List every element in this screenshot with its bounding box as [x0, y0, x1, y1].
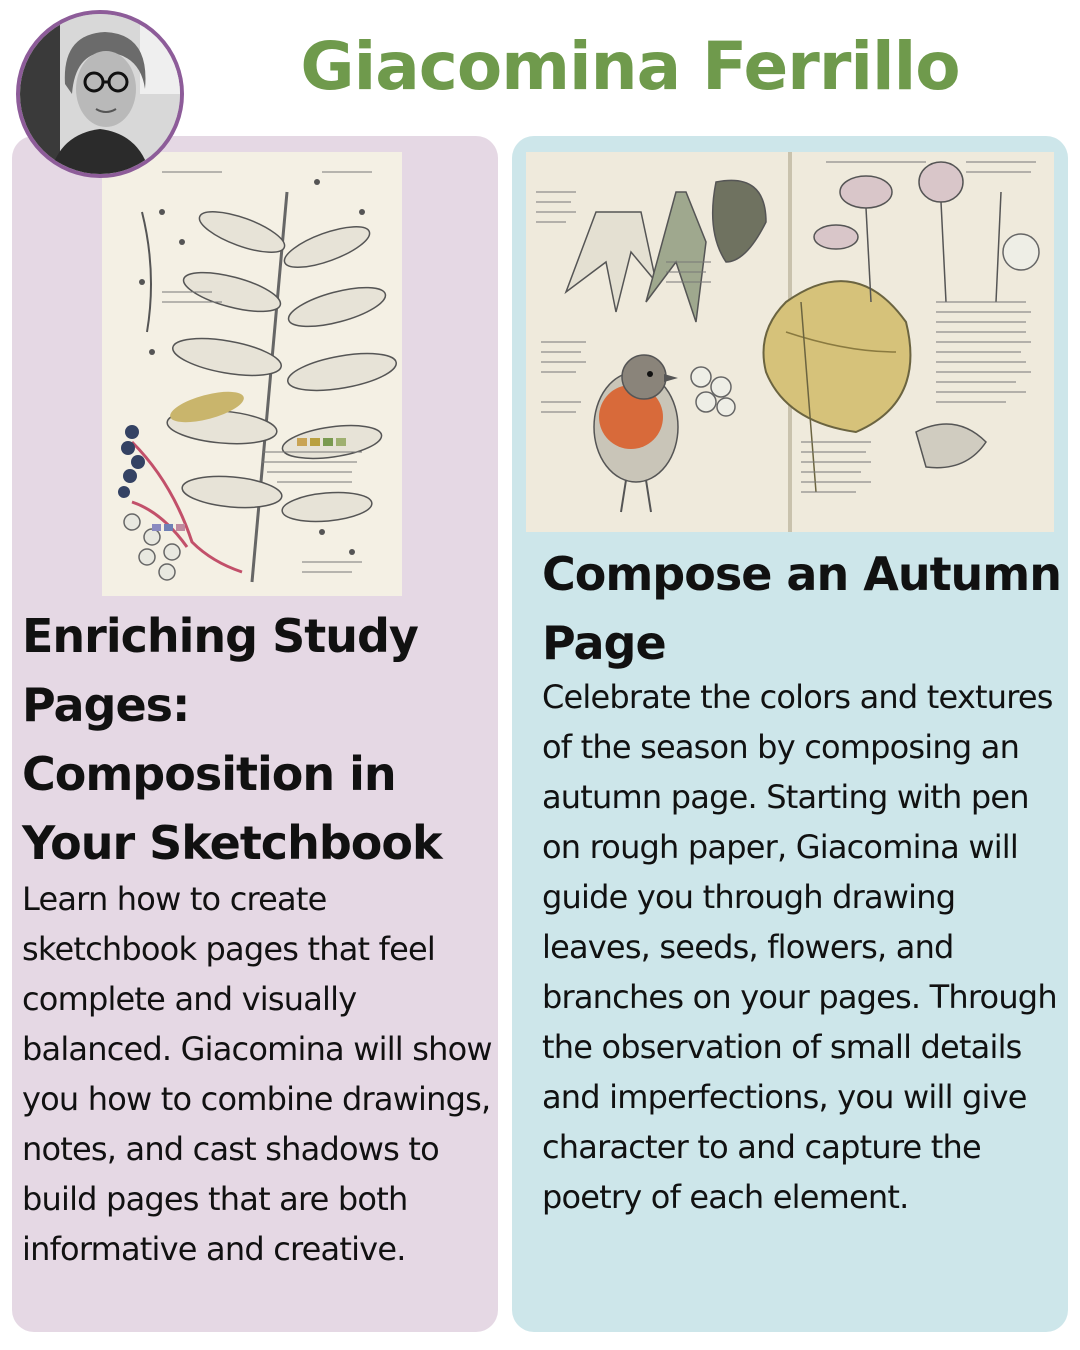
avatar: [16, 10, 184, 178]
workshop-card-autumn-page: [512, 136, 1068, 1332]
workshop-title: Compose an Autumn Page: [542, 547, 1061, 670]
portrait-image: [20, 14, 180, 174]
sketchbook-spread-artwork: [526, 152, 1054, 532]
workshop-description: Celebrate the colors and textures of the season by composing an autumn page. Starting with pen on rough paper, Giacomina will guide you through drawing leaves, seeds, flowers, and branches on your pages. Through the observation of small details and imperfections, you will give character to and capture the poetry of each element.: [542, 678, 1057, 1216]
workshop-title: Enriching Study Pages: Composition in Your Sketchbook: [22, 609, 442, 870]
instructor-name: Giacomina Ferrillo: [300, 28, 960, 105]
workshop-card-enriching-study-pages: [12, 136, 498, 1332]
workshop-description: Learn how to create sketchbook pages that feel complete and visually balanced. Giacomina will show you how to combine drawings, notes, and cast shadows to build pages that are both informative and creative.: [22, 880, 492, 1268]
sketchbook-artwork: [102, 152, 402, 596]
